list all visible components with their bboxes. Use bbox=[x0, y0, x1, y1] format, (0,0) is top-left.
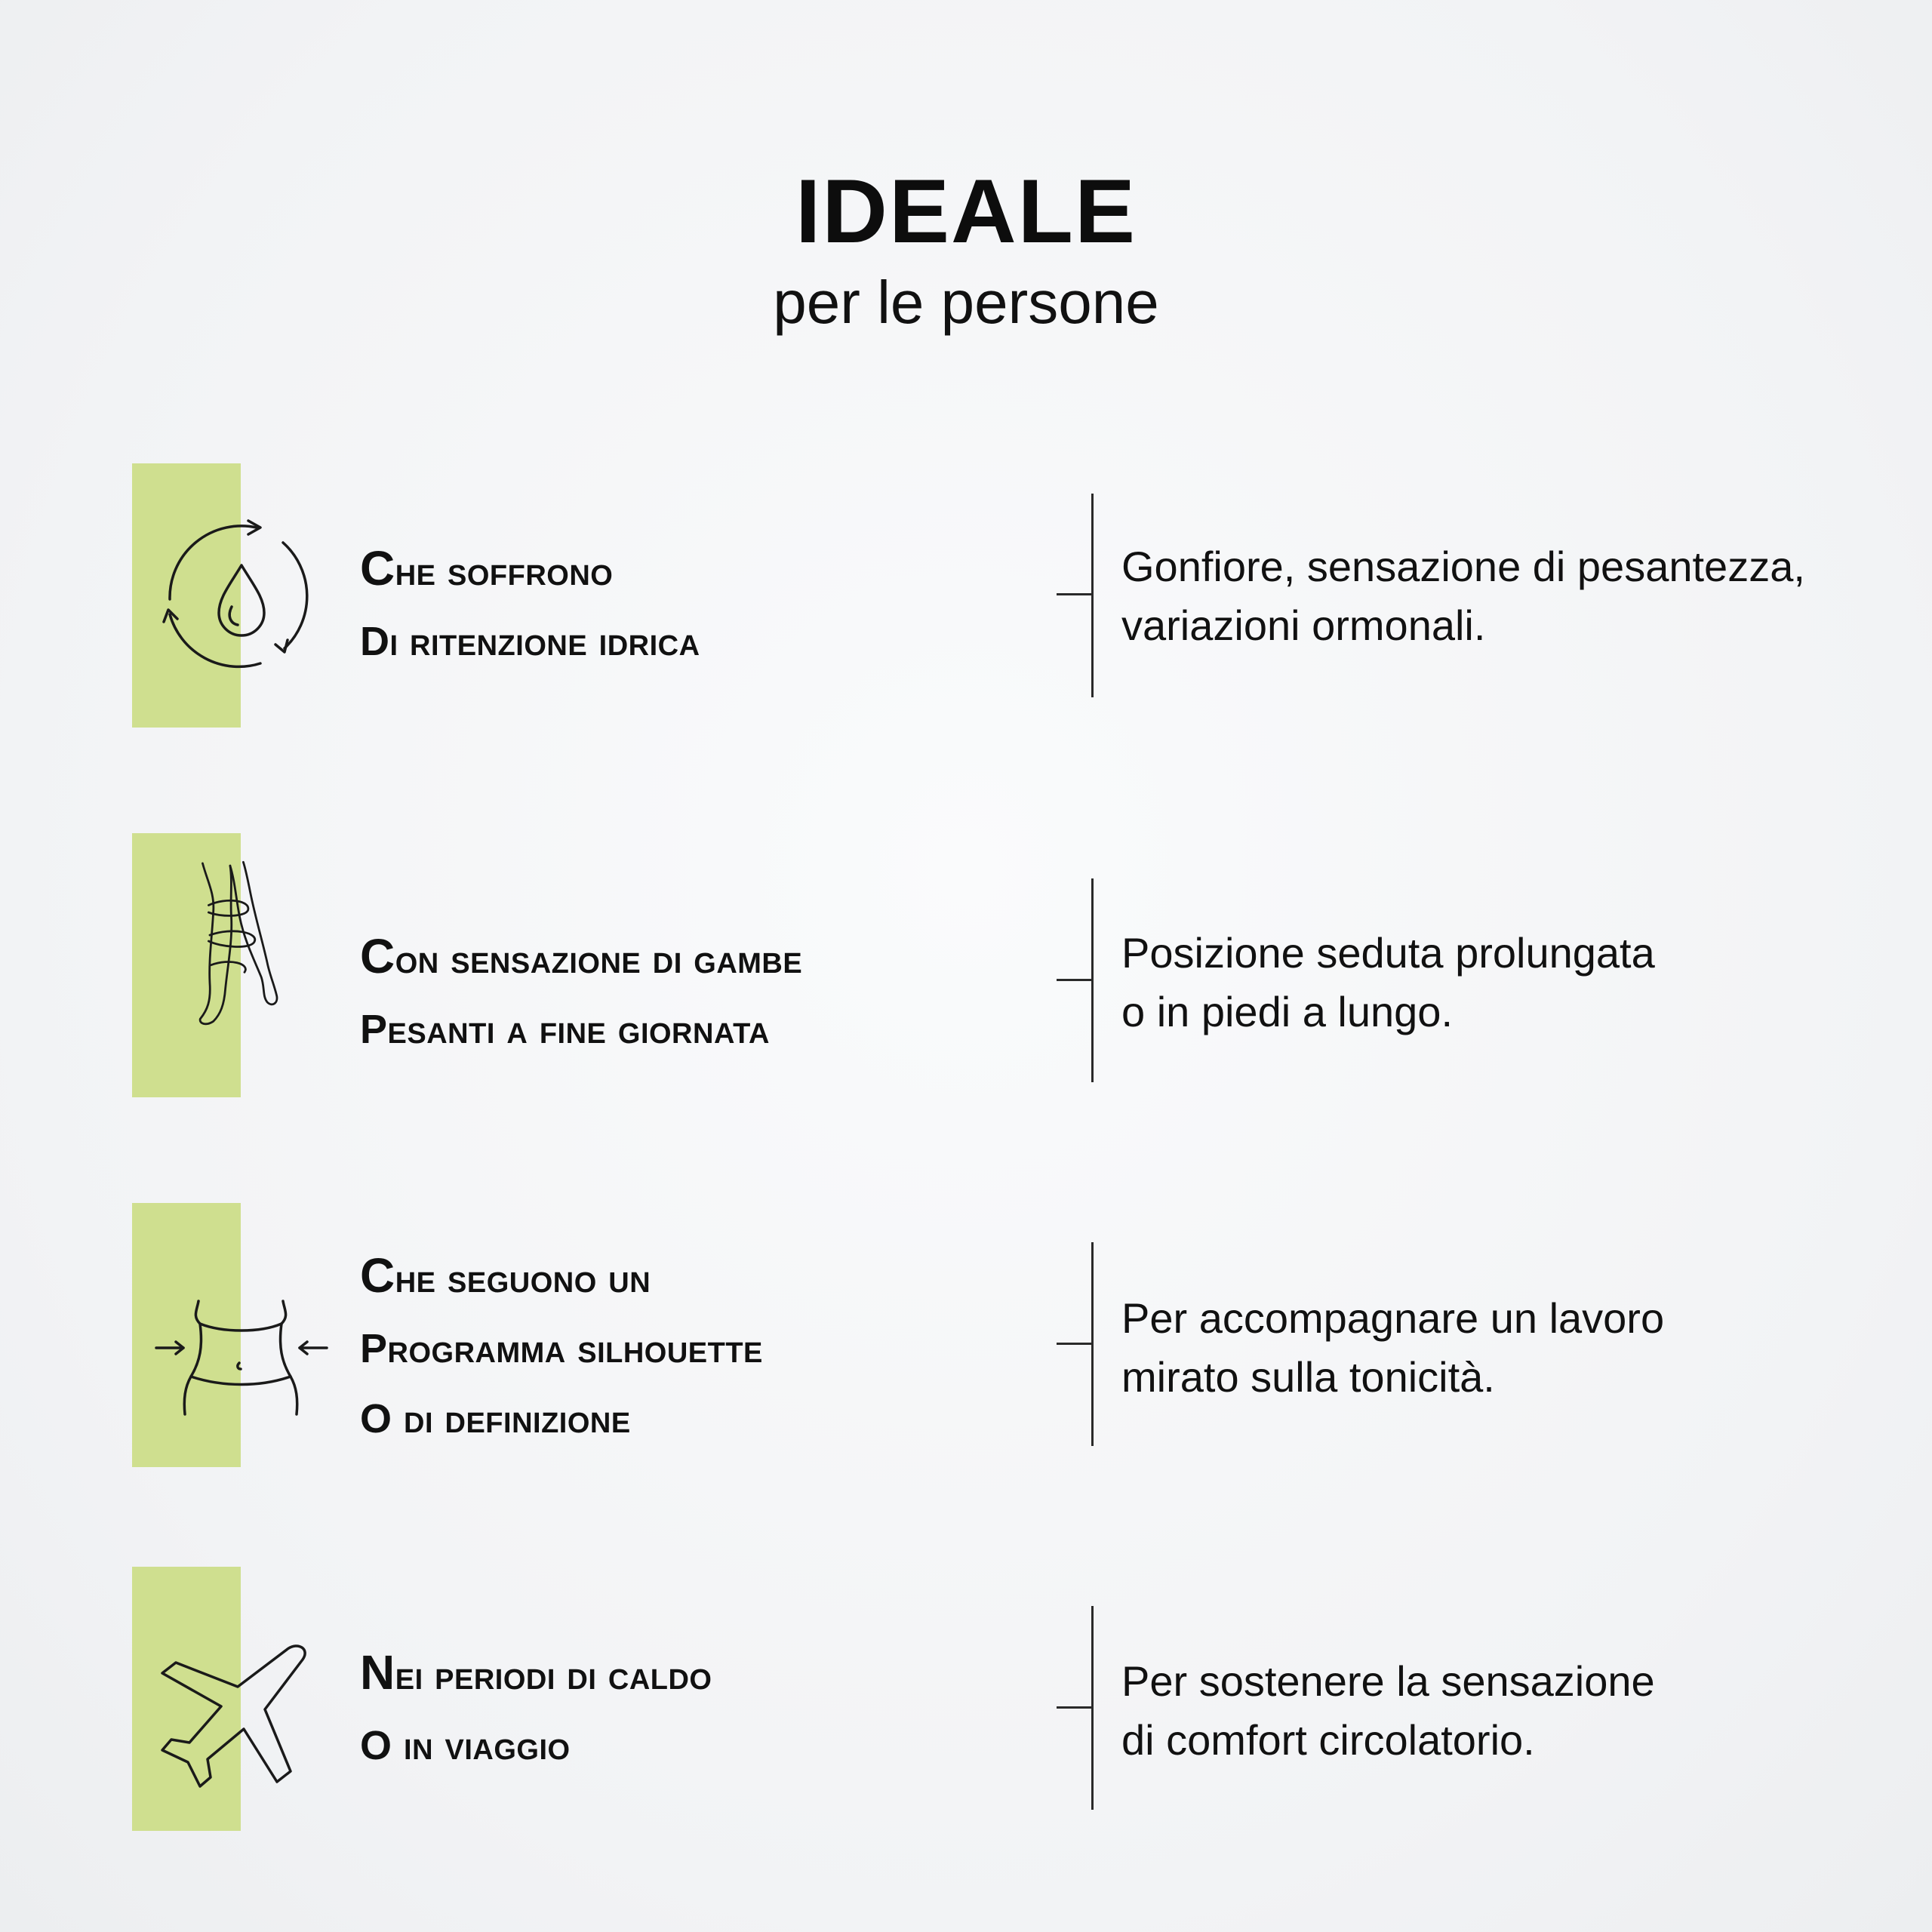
water-retention-icon bbox=[155, 509, 328, 682]
page-subtitle: per le persone bbox=[773, 269, 1159, 336]
benefit-heading: Che soffrono Di ritenzione idrica bbox=[360, 541, 700, 664]
divider-tick bbox=[1057, 593, 1093, 595]
benefit-description: Per sostenere la sensazione di comfort circolatorio. bbox=[1121, 1657, 1655, 1764]
benefit-heading: Che seguono un Programma silhouette O di definizione bbox=[360, 1248, 763, 1441]
benefit-heading: Nei periodi di caldo O in viaggio bbox=[360, 1645, 712, 1768]
benefit-description: Posizione seduta prolungata o in piedi a lungo. bbox=[1121, 929, 1655, 1035]
benefit-row-heavy-legs bbox=[0, 833, 1932, 1097]
waist-silhouette-icon bbox=[155, 1271, 328, 1444]
divider bbox=[1091, 494, 1094, 697]
divider-tick bbox=[1057, 1706, 1093, 1709]
divider-tick bbox=[1057, 1343, 1093, 1345]
benefit-row-silhouette bbox=[0, 1203, 1932, 1467]
airplane-icon bbox=[155, 1632, 328, 1805]
legs-icon bbox=[155, 857, 328, 1031]
benefit-description: Per accompagnare un lavoro mirato sulla tonicità. bbox=[1121, 1294, 1665, 1401]
benefit-description: Gonfiore, sensazione di pesantezza, variazioni ormonali. bbox=[1121, 543, 1805, 649]
header bbox=[0, 162, 1932, 340]
benefit-row-travel bbox=[0, 1567, 1932, 1831]
page-title: IDEALE bbox=[795, 161, 1137, 262]
benefit-heading: Con sensazione di gambe Pesanti a fine giornata bbox=[360, 929, 803, 1052]
divider-tick bbox=[1057, 979, 1093, 981]
benefit-row-water-retention bbox=[0, 463, 1932, 728]
